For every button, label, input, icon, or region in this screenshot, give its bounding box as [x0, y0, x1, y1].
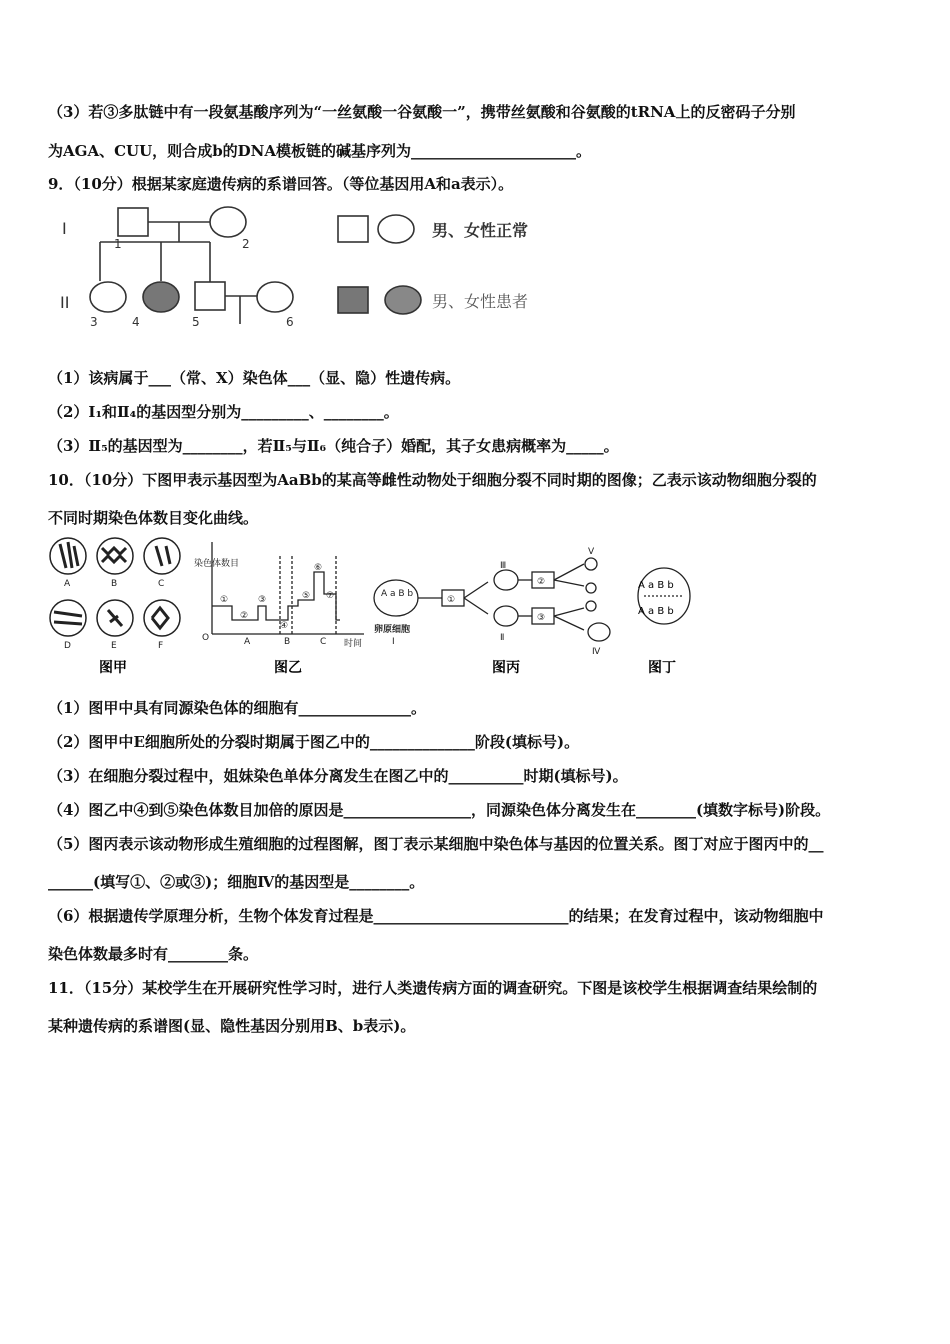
cell-division-figures [44, 536, 904, 682]
chart-p5: ⑤ [302, 591, 311, 601]
chart-p7: ⑦ [326, 591, 335, 601]
cell-roman-1: I [392, 637, 395, 647]
q10-stem1: 10．（10分）下图甲表示基因型为AaBb的某高等雌性动物处于细胞分裂不同时期的图像；乙表示该动物细胞分裂的 [48, 471, 817, 489]
fig-yi-label: 图乙 [274, 660, 302, 676]
ding-genes-top: A a B b [638, 580, 674, 591]
fig-bing-label: 图丙 [492, 660, 520, 676]
q8-line1: （3）若③多肽链中有一段氨基酸序列为“一丝氨酸一谷氨酸一”，携带丝氨酸和谷氨酸的tRNA上的反密码子分别 [48, 103, 796, 121]
pedigree-num-5: 5 [192, 315, 200, 329]
q10-sub2: （2）图甲中E细胞所处的分裂时期属于图乙中的______________阶段(填标号)。 [48, 733, 580, 751]
q11-stem2: 某种遗传病的系谱图(显、隐性基因分别用B、b表示)。 [48, 1017, 416, 1035]
cell-roman-4: Ⅳ [592, 647, 601, 657]
gen-1-label: I [62, 219, 67, 238]
chart-xlabel: 时间 [344, 639, 363, 649]
cell-c [144, 538, 180, 574]
pedigree-female-4-affected [143, 282, 179, 312]
legend-affected-label: 男、女性患者 [432, 292, 529, 311]
step-box-3: ③ [537, 613, 546, 623]
chart-origin: O [202, 633, 210, 643]
q10-sub5b: ______(填写①、②或③)；细胞Ⅳ的基因型是________。 [48, 873, 425, 891]
legend-male-normal [338, 216, 368, 242]
q9-sub3: （3）Ⅱ₅的基因型为________，若Ⅱ₅与Ⅱ₆（纯合子）婚配，其子女患病概率为_____。 [48, 437, 619, 455]
q9-sub2: （2）Ⅰ₁和Ⅱ₄的基因型分别为_________、________。 [48, 403, 399, 421]
cell-a-label: A [64, 579, 71, 589]
pedigree-num-3: 3 [90, 315, 98, 329]
pedigree-female-2 [210, 207, 246, 237]
q8-line2: 为AGA、CUU，则合成b的DNA模板链的碱基序列为______________________。 [48, 142, 592, 160]
pedigree-female-6 [257, 282, 293, 312]
pedigree-num-1: 1 [114, 237, 122, 251]
q10-sub6a: （6）根据遗传学原理分析，生物个体发育过程是__________________________的结果；在发育过程中，该动物细胞中 [48, 907, 824, 925]
q10-sub1: （1）图甲中具有同源染色体的细胞有_______________。 [48, 699, 426, 717]
chart-p6: ⑥ [314, 563, 323, 573]
fig-ding-label: 图丁 [648, 660, 676, 676]
pedigree-num-6: 6 [286, 315, 294, 329]
gen-2-label: II [60, 293, 70, 312]
chart-seg-b: B [284, 637, 291, 647]
egg-genes: A a B b [381, 589, 414, 599]
chart-p2: ② [240, 611, 249, 621]
q10-sub4: （4）图乙中④到⑤染色体数目加倍的原因是_________________，同源染色体分离发生在________(填数字标号)阶段。 [48, 801, 831, 819]
cell-b-label: B [111, 579, 118, 589]
pedigree-figure [48, 196, 568, 346]
chart-ylabel: 染色体数目 [194, 559, 240, 569]
pedigree-male-1 [118, 208, 148, 236]
legend-female-affected [385, 286, 421, 314]
fig-jia-label: 图甲 [99, 660, 127, 676]
pedigree-num-4: 4 [132, 315, 140, 329]
legend-normal-label: 男、女性正常 [432, 221, 529, 240]
step-box-2: ② [537, 577, 546, 587]
q9-sub1: （1）该病属于___（常、X）染色体___（显、隐）性遗传病。 [48, 369, 461, 387]
q10-sub5a: （5）图丙表示该动物形成生殖细胞的过程图解，图丁表示某细胞中染色体与基因的位置关系。图丁对应于图丙中的__ [48, 835, 824, 853]
cell-roman-5: V [588, 547, 595, 557]
cell-f [144, 600, 180, 636]
legend-male-affected [338, 287, 368, 313]
cell-b [97, 538, 133, 574]
cell-roman-2: Ⅱ [500, 633, 505, 643]
pedigree-male-5 [195, 282, 225, 310]
pedigree-num-2: 2 [242, 237, 250, 251]
cell-c-label: C [158, 579, 165, 589]
chart-p1: ① [220, 595, 229, 605]
q10-sub3: （3）在细胞分裂过程中，姐妹染色单体分离发生在图乙中的__________时期(填标号)。 [48, 767, 628, 785]
q10-stem2: 不同时期染色体数目变化曲线。 [48, 509, 259, 527]
cell-roman-3: Ⅲ [500, 561, 507, 571]
cell-e-label: E [111, 641, 117, 651]
chart-seg-a: A [244, 637, 251, 647]
chart-p3: ③ [258, 595, 267, 605]
ding-genes-bottom: A a B b [638, 606, 674, 617]
q10-sub6b: 染色体数最多时有________条。 [48, 945, 259, 963]
pedigree-female-3 [90, 282, 126, 312]
cell-d-label: D [64, 641, 71, 651]
cell-d [50, 600, 86, 636]
egg-cell-label: 卵原细胞 [374, 625, 411, 635]
q11-stem1: 11．（15分）某校学生在开展研究性学习时，进行人类遗传病方面的调查研究。下图是该校学生根据调查结果绘制的 [48, 979, 818, 997]
legend-female-normal [378, 215, 414, 243]
q9-stem: 9．（10分）根据某家庭遗传病的系谱回答。（等位基因用A和a表示）。 [48, 175, 514, 193]
step-box-1: ① [447, 595, 456, 605]
chart-seg-c: C [320, 637, 327, 647]
chart-p4: ④ [280, 621, 289, 631]
cell-f-label: F [158, 641, 164, 651]
